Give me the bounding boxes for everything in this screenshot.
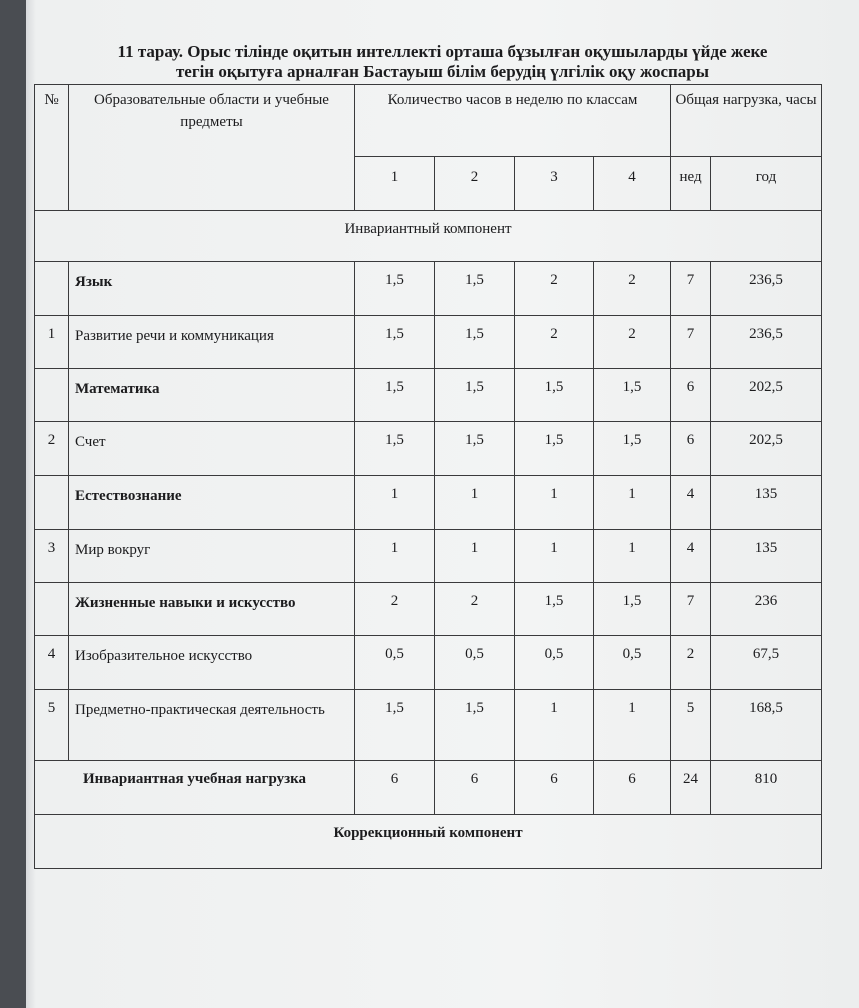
table-row [35,690,822,761]
row-year: 202,5 [711,422,822,476]
header-class-4: 4 [594,157,671,211]
row-subject: Жизненные навыки и искусство [69,583,355,636]
row-value: 2 [435,583,515,636]
row-number [35,476,69,530]
row-value: 2 [515,316,594,369]
row-week: 7 [671,316,711,369]
table-row [35,583,822,636]
row-subject: Изобразительное искусство [69,636,355,690]
title-line-1: 11 тарау. Орыс тілінде оқитын интеллекті орташа бұзылған оқушыларды үйде жеке [117,42,768,61]
table-row [35,316,822,369]
row-number: 3 [35,530,69,583]
row-value: 1 [594,530,671,583]
header-number: № [35,85,69,211]
row-subject: Мир вокруг [69,530,355,583]
table-row [35,636,822,690]
row-number: 4 [35,636,69,690]
table-row [35,530,822,583]
row-value: 1 [515,530,594,583]
title-line-2: тегін оқытуға арналған Бастауыш білім берудің үлгілік оқу жоспары [175,62,710,81]
row-value: 2 [355,583,435,636]
document-title [26,42,859,82]
header-year: год [711,157,822,211]
row-value: 1,5 [355,690,435,761]
row-value: 1 [435,530,515,583]
row-year: 236 [711,583,822,636]
row-value: 1,5 [594,369,671,422]
row-week: 6 [671,422,711,476]
row-value: 1,5 [355,262,435,316]
row-value: 1 [355,476,435,530]
table-row [35,262,822,316]
row-number [35,583,69,636]
row-value: 1,5 [355,369,435,422]
row-value: 1,5 [435,262,515,316]
total-value: 6 [435,761,515,815]
row-value: 1 [594,690,671,761]
row-number [35,369,69,422]
total-value: 6 [515,761,594,815]
row-value: 1,5 [594,422,671,476]
row-number: 1 [35,316,69,369]
row-value: 1,5 [435,422,515,476]
correction-row [35,815,822,869]
row-number [35,262,69,316]
total-year: 810 [711,761,822,815]
header-subjects: Образовательные области и учебные предметы [69,85,355,211]
total-row [35,761,822,815]
row-value: 1,5 [435,316,515,369]
row-value: 2 [515,262,594,316]
row-value: 1 [594,476,671,530]
row-week: 4 [671,476,711,530]
row-value: 1,5 [515,583,594,636]
row-value: 1 [355,530,435,583]
row-number: 5 [35,690,69,761]
row-value: 1 [515,476,594,530]
row-value: 2 [594,316,671,369]
row-value: 1,5 [515,369,594,422]
row-number: 2 [35,422,69,476]
header-class-2: 2 [435,157,515,211]
row-value: 1 [515,690,594,761]
total-value: 6 [355,761,435,815]
row-year: 236,5 [711,262,822,316]
header-class-3: 3 [515,157,594,211]
row-subject: Математика [69,369,355,422]
row-value: 1 [435,476,515,530]
row-value: 1,5 [435,369,515,422]
total-week: 24 [671,761,711,815]
row-year: 168,5 [711,690,822,761]
row-week: 5 [671,690,711,761]
row-year: 236,5 [711,316,822,369]
table-row [35,422,822,476]
row-year: 202,5 [711,369,822,422]
row-value: 0,5 [435,636,515,690]
row-value: 1,5 [355,422,435,476]
row-value: 1,5 [515,422,594,476]
row-year: 135 [711,476,822,530]
row-value: 0,5 [515,636,594,690]
row-year: 67,5 [711,636,822,690]
row-value: 1,5 [355,316,435,369]
row-subject: Естествознание [69,476,355,530]
correction-component-heading: Коррекционный компонент [35,815,822,869]
row-week: 4 [671,530,711,583]
header-total-load: Общая нагрузка, часы [671,85,822,157]
header-week: нед [671,157,711,211]
row-week: 7 [671,583,711,636]
row-value: 0,5 [355,636,435,690]
table-row [35,369,822,422]
row-value: 0,5 [594,636,671,690]
row-value: 2 [594,262,671,316]
row-week: 2 [671,636,711,690]
curriculum-table [34,84,822,869]
header-hours-per-week: Количество часов в неделю по классам [355,85,671,157]
row-week: 7 [671,262,711,316]
row-subject: Счет [69,422,355,476]
row-week: 6 [671,369,711,422]
row-year: 135 [711,530,822,583]
invariant-component-heading: Инвариантный компонент [35,211,822,262]
row-value: 1,5 [594,583,671,636]
table-row [35,476,822,530]
row-subject: Развитие речи и коммуникация [69,316,355,369]
total-label: Инвариантная учебная нагрузка [35,761,355,815]
row-value: 1,5 [435,690,515,761]
row-subject: Язык [69,262,355,316]
total-value: 6 [594,761,671,815]
header-class-1: 1 [355,157,435,211]
row-subject: Предметно-практическая деятельность [69,690,355,761]
